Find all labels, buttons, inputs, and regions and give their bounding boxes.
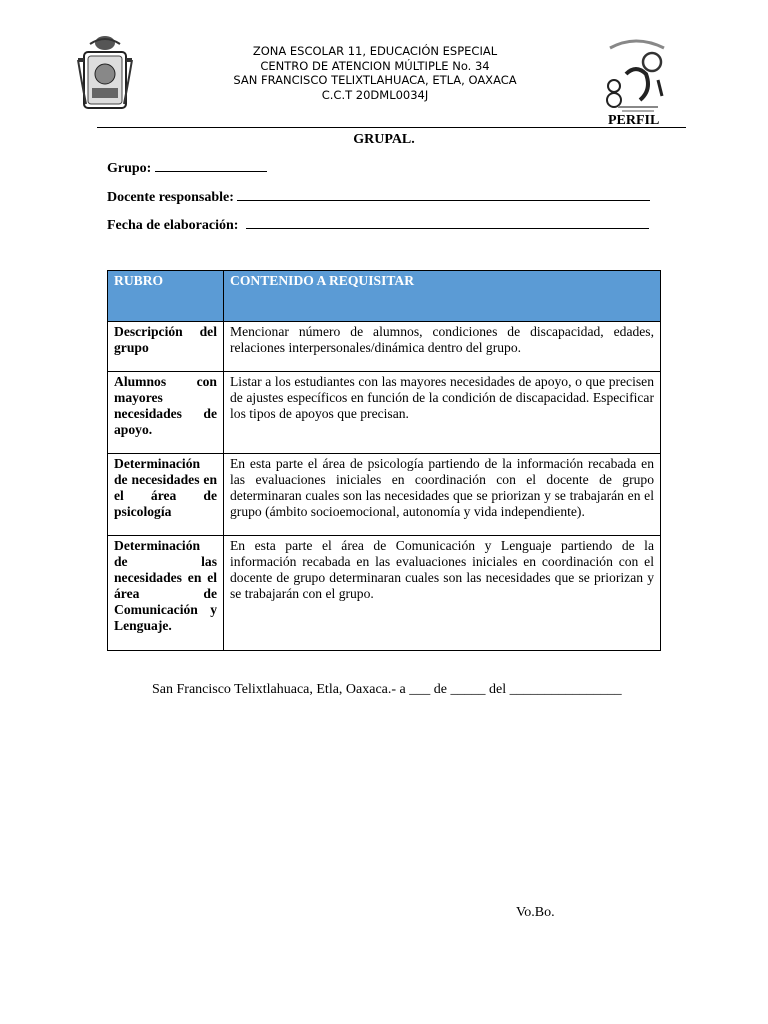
rubro-cell: Descripción del grupo xyxy=(108,322,224,372)
table-row xyxy=(108,322,661,372)
header-rubro: RUBRO xyxy=(108,271,224,322)
docente-blank[interactable] xyxy=(237,188,650,201)
fecha-label: Fecha de elaboración: xyxy=(107,218,239,233)
grupo-blank[interactable] xyxy=(155,159,267,172)
docente-field[interactable] xyxy=(107,188,650,206)
contenido-cell: Mencionar número de alumnos, condiciones de discapacidad, edades, relaciones interpersonales/dinámica dentro del grupo. xyxy=(224,322,661,372)
title-grupal: GRUPAL. xyxy=(353,132,415,147)
table-header-row xyxy=(108,271,661,322)
table-row xyxy=(108,372,661,454)
fecha-field[interactable] xyxy=(107,216,649,234)
cam-34-logo xyxy=(600,34,672,116)
header-divider xyxy=(97,127,686,128)
fecha-blank[interactable] xyxy=(246,216,649,229)
contenido-cell: En esta parte el área de psicología partiendo de la información recabada en las evaluaciones iniciales en coordinación con el docente de grupo determinaran cuales son las necesidades que se priorizan y se trabajarán en el grupo (ámbito socioemocional, autonomía y vida independiente). xyxy=(224,454,661,536)
grupo-label: Grupo: xyxy=(107,161,152,176)
oaxaca-coat-of-arms-logo xyxy=(76,34,134,118)
docente-label: Docente responsable: xyxy=(107,190,234,205)
school-header xyxy=(200,44,550,102)
table-row xyxy=(108,536,661,651)
contenido-cell: En esta parte el área de Comunicación y Lenguaje partiendo de la información recabada en las evaluaciones iniciales en coordinación con el docente de grupo determinaran cuales son las necesidades que se priorizan y se trabajarán con el grupo. xyxy=(224,536,661,651)
header-line-1: ZONA ESCOLAR 11, EDUCACIÓN ESPECIAL xyxy=(252,44,498,58)
contenido-cell: Listar a los estudiantes con las mayores necesidades de apoyo, o que precisen de ajustes específicos en función de la condición de discapacidad. Especificar los tipos de apoyos que precisan. xyxy=(224,372,661,454)
place-date-line: San Francisco Telixtlahuaca, Etla, Oaxaca.- a ___ de _____ del ________________ xyxy=(152,682,622,697)
rubro-cell: Determinación de necesidades en el área de psicología xyxy=(108,454,224,536)
rubro-cell: Determinación de las necesidades en el área de Comunicación y Lenguaje. xyxy=(108,536,224,651)
grupo-field[interactable] xyxy=(107,159,267,177)
header-line-4: C.C.T 20DML0034J xyxy=(321,87,429,102)
rubro-cell: Alumnos con mayores necesidades de apoyo. xyxy=(108,372,224,454)
perfil-table xyxy=(107,270,661,651)
header-contenido: CONTENIDO A REQUISITAR xyxy=(224,271,661,322)
title-perfil: PERFIL xyxy=(608,113,660,128)
header-line-3: SAN FRANCISCO TELIXTLAHUACA, ETLA, OAXACA xyxy=(233,73,517,88)
vobo-label: Vo.Bo. xyxy=(516,905,555,920)
header-line-2: CENTRO DE ATENCION MÚLTIPLE No. 34 xyxy=(260,58,490,73)
table-row xyxy=(108,454,661,536)
